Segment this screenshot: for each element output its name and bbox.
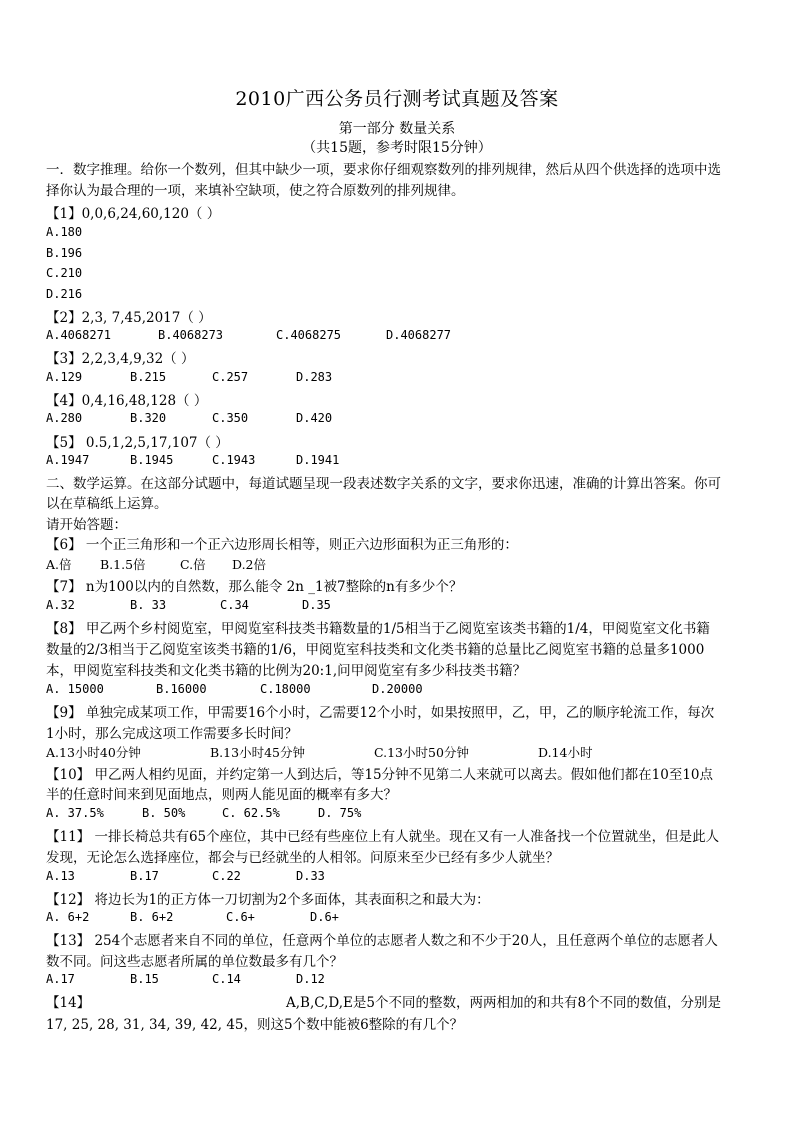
- q3-option-d: D.283: [296, 370, 333, 384]
- q8-option-d: D.20000: [372, 682, 423, 696]
- q5-option-d: D.1941: [296, 453, 340, 467]
- q10-option-b: B. 50%: [142, 806, 186, 820]
- q6-options: [46, 555, 746, 571]
- q11-option-c: C.22: [212, 869, 241, 883]
- q1-option-c: C.210: [46, 266, 83, 280]
- q6-option-d: D.2倍: [232, 557, 267, 572]
- q10-options: [46, 806, 746, 822]
- q1-option-b: B.196: [46, 246, 83, 260]
- q13-option-c: C.14: [212, 972, 241, 986]
- q6-option-c: C.倍: [180, 557, 206, 572]
- q1-option-d: D.216: [46, 287, 83, 301]
- q12-option-a: A. 6+2: [46, 910, 90, 924]
- q13-options: [46, 972, 746, 988]
- q8-option-b: B.16000: [156, 682, 207, 696]
- part-title: 第一部分 数量关系: [338, 121, 456, 137]
- question-13-line1: 【13】 254个志愿者来自不同的单位，任意两个单位的志愿者人数之和不少于20人，且任意两个单位的志愿者人: [46, 933, 718, 949]
- q11-option-b: B.17: [130, 869, 159, 883]
- q13-option-a: A.17: [46, 972, 75, 986]
- q7-option-c: C.34: [220, 598, 249, 612]
- section2-intro-line2: 以在草稿纸上运算。: [46, 496, 168, 512]
- section2-intro-line1: 二、数学运算。在这部分试题中，每道试题呈现一段表述数字关系的文字，要求你迅速，准确的计算出答案。你可: [46, 476, 721, 492]
- question-8-line2: 数量的2/3相当于乙阅览室该类书籍的1/6，甲阅览室科技类和文化类书籍的总量比乙阅览室书籍的总量多1000: [46, 642, 705, 658]
- question-2: 【2】2,3, 7,45,2017（ ）: [46, 310, 212, 326]
- question-10-line2: 半的任意时间来到见面地点，则两人能见面的概率有多大？: [46, 787, 397, 803]
- question-12: 【12】 将边长为1的正方体一刀切割为2个多面体，其表面积之和最大为：: [46, 892, 490, 908]
- section2-start: 请开始答题：: [46, 517, 127, 533]
- q8-option-c: C.18000: [260, 682, 311, 696]
- q12-option-b: B. 6+2: [130, 910, 174, 924]
- question-5: 【5】 0.5,1,2,5,17,107（ ）: [46, 435, 229, 451]
- question-9-line2: 1小时，那么完成这项工作需要多长时间？: [46, 726, 298, 742]
- q3-option-b: B.215: [130, 370, 167, 384]
- q2-option-d: D.4068277: [386, 328, 452, 342]
- q10-option-d: D. 75%: [318, 806, 362, 820]
- q7-option-a: A.32: [46, 598, 75, 612]
- q11-options: [46, 869, 746, 885]
- q4-options: [46, 411, 746, 427]
- section1-intro-line1: 一．数字推理。给你一个数列，但其中缺少一项，要求你仔细观察数列的排列规律，然后从四个供选择的选项中选: [46, 162, 721, 178]
- question-14-line1: A,B,C,D,E是5个不同的整数，两两相加的和共有8个不同的数值，分别是: [286, 995, 722, 1011]
- question-6: 【6】 一个正三角形和一个正六边形周长相等，则正六边形面积为正三角形的：: [46, 537, 518, 553]
- q4-option-a: A.280: [46, 411, 83, 425]
- q12-options: [46, 910, 746, 926]
- q5-option-a: A.1947: [46, 453, 90, 467]
- question-11-line1: 【11】 一排长椅总共有65个座位，其中已经有些座位上有人就坐。现在又有一人准备找一个位置就坐，但是此人: [46, 829, 720, 845]
- question-4: 【4】0,4,16,48,128（ ）: [46, 393, 208, 409]
- section1-intro-line2: 择你认为最合理的一项，来填补空缺项，使之符合原数列的排列规律。: [46, 183, 465, 199]
- q4-option-c: C.350: [212, 411, 249, 425]
- q8-option-a: A. 15000: [46, 682, 104, 696]
- q12-option-d: D.6+: [310, 910, 339, 924]
- document-title: 2010广西公务员行测考试真题及答案: [235, 88, 559, 110]
- q5-options: [46, 453, 746, 469]
- q7-options: [46, 598, 746, 614]
- q9-option-d: D.14小时: [538, 745, 593, 760]
- q12-option-c: C.6+: [226, 910, 255, 924]
- q9-option-b: B.13小时45分钟: [210, 745, 305, 760]
- q9-option-c: C.13小时50分钟: [374, 745, 469, 760]
- q4-option-b: B.320: [130, 411, 167, 425]
- question-14-line2: 17, 25, 28, 31, 34, 39, 42, 45，则这5个数中能被6整除的有几个？: [46, 1017, 464, 1033]
- q2-option-b: B.4068273: [158, 328, 224, 342]
- q7-option-b: B. 33: [130, 598, 167, 612]
- question-1: 【1】0,0,6,24,60,120（ ）: [46, 206, 221, 222]
- q2-options: [46, 328, 746, 344]
- question-13-line2: 数不同。问这些志愿者所属的单位数最多有几个？: [46, 954, 343, 970]
- question-11-line2: 发现，无论怎么选择座位，都会与已经就坐的人相邻。问原来至少已经有多少人就坐？: [46, 850, 559, 866]
- q1-option-a: A.180: [46, 225, 83, 239]
- q9-option-a: A.13小时40分钟: [46, 745, 141, 760]
- q3-option-a: A.129: [46, 370, 83, 384]
- question-7: 【7】 n为100以内的自然数，那么能令 2n _1被7整除的n有多少个？: [46, 579, 463, 595]
- q10-option-a: A. 37.5%: [46, 806, 104, 820]
- part-note: （共15题，参考时限15分钟）: [302, 140, 492, 156]
- q4-option-d: D.420: [296, 411, 333, 425]
- question-8-line1: 【8】 甲乙两个乡村阅览室，甲阅览室科技类书籍数量的1/5相当于乙阅览室该类书籍的1/4，甲阅览室文化书籍: [46, 621, 710, 637]
- q11-option-a: A.13: [46, 869, 75, 883]
- q13-option-b: B.15: [130, 972, 159, 986]
- q9-options: [46, 743, 746, 759]
- q8-options: [46, 682, 746, 698]
- q7-option-d: D.35: [302, 598, 331, 612]
- question-14-label: 【14】: [46, 995, 91, 1011]
- q5-option-c: C.1943: [212, 453, 256, 467]
- question-10-line1: 【10】 甲乙两人相约见面，并约定第一人到达后，等15分钟不见第二人来就可以离去。假如他们都在10至10点: [46, 767, 714, 783]
- q10-option-c: C. 62.5%: [222, 806, 280, 820]
- q2-option-c: C.4068275: [276, 328, 342, 342]
- question-3: 【3】2,2,3,4,9,32（ ）: [46, 351, 195, 367]
- question-9-line1: 【9】 单独完成某项工作，甲需要16个小时，乙需要12个小时，如果按照甲，乙，甲，乙的顺序轮流工作，每次: [46, 705, 715, 721]
- q6-option-b: B.1.5倍: [100, 557, 146, 572]
- question-8-line3: 本，甲阅览室科技类和文化类书籍的比例为20:1,问甲阅览室有多少科技类书籍？: [46, 663, 527, 679]
- q2-option-a: A.4068271: [46, 328, 112, 342]
- q3-option-c: C.257: [212, 370, 249, 384]
- q3-options: [46, 370, 746, 386]
- q13-option-d: D.12: [296, 972, 325, 986]
- q11-option-d: D.33: [296, 869, 325, 883]
- q5-option-b: B.1945: [130, 453, 174, 467]
- q6-option-a: A.倍: [46, 557, 72, 572]
